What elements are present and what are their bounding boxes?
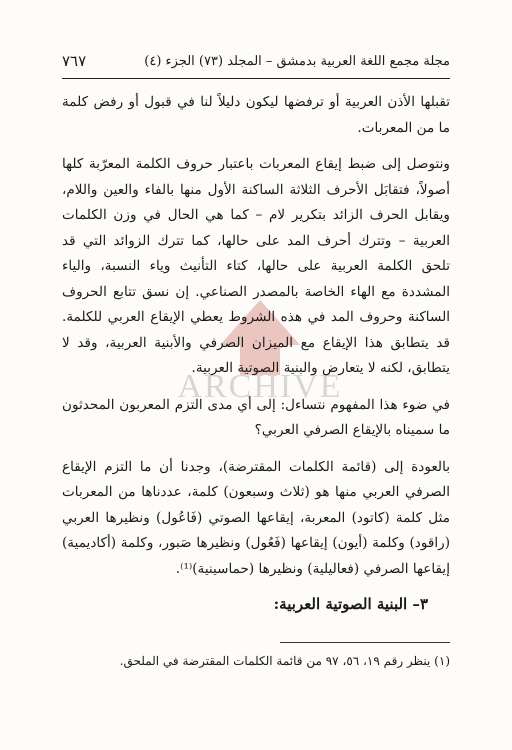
paragraph-2: ونتوصل إلى ضبط إيقاع المعربات باعتبار حروف الكلمة المعرّبة كلها أصولاً، فتقابَل الأحرف الثلاثة الساكنة الأول منها بالفاء والعين واللام، ويقابل الحرف الزائد بتكرير لام – كما هي الحال في وزن الكلمات العربية – وتترك أحرف المد على حالها، كما تترك الزوائد التي قد تلحق الكلمة العربية على حالها، كتاء التأنيث وياء النسبة، والياء المشددة مع الهاء الخاصة بالمصدر الصناعي. إن نسق تتابع الحروف الساكنة وحروف المد في هذه الشروط يعطي الإيقاع العربي للكلمة. قد يتطابق هذا الإيقاع مع الميزان الصرفي والأبنية العربية، وقد لا يتطابق، لكنه لا يتعارض والبنية الصوتية العربية.: [62, 156, 450, 376]
article-body: [62, 90, 450, 618]
page-number: ٧٦٧: [62, 52, 87, 70]
header-rule: [62, 78, 450, 79]
paragraph-1: تقبلها الأذن العربية أو ترفضها ليكون دليلاً لنا في قبول أو رفض كلمة ما من المعربات.: [62, 94, 450, 136]
running-header: [62, 52, 450, 76]
footnote-rule: [280, 642, 450, 643]
footnote: (١) ينظر رقم ١٩، ٥٦، ٩٧ من قائمة الكلمات المقترضة في الملحق.: [119, 654, 450, 668]
section-heading: ٣– البنية الصوتية العربية:: [273, 595, 428, 613]
paragraph-3: في ضوء هذا المفهوم نتساءل: إلى أي مدى التزم المعربون المحدثون ما سميناه بالإيقاع الصرفي العربي؟: [62, 396, 450, 438]
journal-title: مجلة مجمع اللغة العربية بدمشق – المجلد (٧٣) الجزء (٤): [144, 54, 450, 69]
paragraph-4: بالعودة إلى (قائمة الكلمات المقترضة)، وجدنا أن ما التزم الإيقاع الصرفي العربي منها هو (ثلاث وسبعون) كلمة، عددناها من المعربات مثل كلمة (كاتود) المعربة، إيقاعها الصوتي (فَاعُول) ونظيرها العربي (راقود) وكلمة (أيون) إيقاعها (فَعُول) ونظيرها صَبور، وكلمة (أكاديمية) إيقاعها الصرفي (فعاليلية) ونظيرها (حماسينية)⁽¹⁾.: [62, 458, 450, 577]
watermark-text: ARCHIVE: [177, 368, 343, 405]
